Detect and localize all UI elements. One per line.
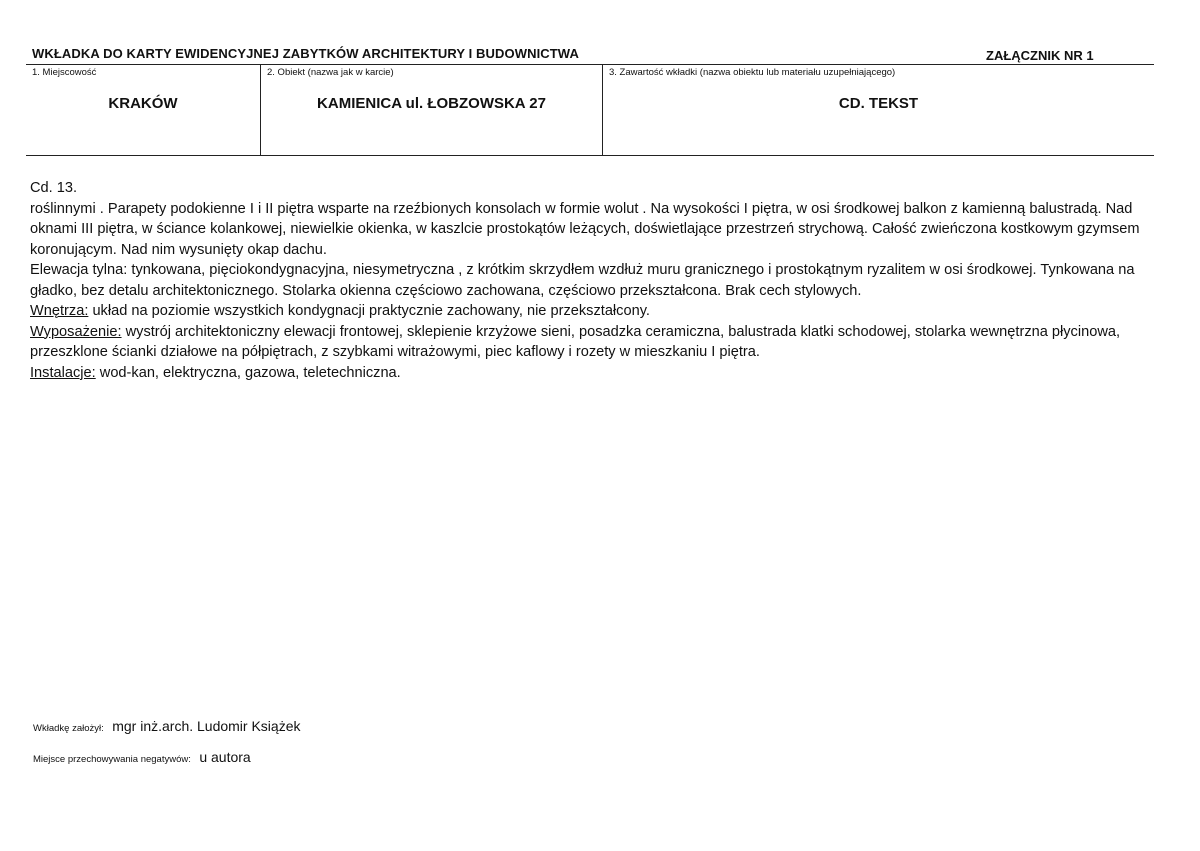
storage-row [33, 749, 251, 767]
header-form-table [26, 64, 1154, 156]
continuation-marker: Cd. 13. [30, 180, 78, 196]
storage-label: Miejsce przechowywania negatywów: [33, 754, 191, 765]
interiors-text: układ na poziomie wszystkich kondygnacji praktycznie zachowany, nie przekształcony. [88, 303, 650, 319]
content-label: 3. Zawartość wkładki (nazwa obiektu lub materiału uzupełniającego) [609, 67, 896, 78]
interiors-label: Wnętrza: [30, 303, 89, 319]
equipment-label: Wyposażenie: [30, 323, 122, 340]
locality-value: KRAKÓW [108, 95, 178, 112]
author-value: mgr inż.arch. Ludomir Książek [112, 718, 301, 734]
author-label: Wkładkę założył: [33, 723, 104, 734]
annex-number: ZAŁĄCZNIK NR 1 [986, 48, 1094, 63]
author-row [33, 718, 301, 736]
object-label: 2. Obiekt (nazwa jak w karcie) [267, 67, 394, 78]
equipment-paragraph [30, 322, 1152, 363]
installations-paragraph [30, 363, 1152, 384]
content-value: CD. TEKST [838, 95, 919, 112]
interiors-paragraph [30, 301, 1152, 322]
document-title: WKŁADKA DO KARTY EWIDENCYJNEJ ZABYTKÓW ARCHITEKTURY I BUDOWNICTWA [32, 46, 579, 61]
equipment-text: wystrój architektoniczny elewacji frontowej, sklepienie krzyżowe sieni, posadzka ceramiczna, balustrada klatki schodowej, stolarka wewnętrzna płycinowa, przeszklone ścianki działowe na półpiętrach, z szybkami witrażowymi, piec kaflowy i rozety w mieszkaniu I piętra. [30, 323, 1121, 360]
object-cell [260, 65, 602, 155]
installations-text: wod-kan, elektryczna, gazowa, teletechniczna. [95, 364, 401, 381]
installations-label: Instalacje: [30, 364, 96, 381]
facade-paragraph: roślinnymi . Parapety podokienne I i II piętra wsparte na rzeźbionych konsolach w formie wolut . Na wysokości I piętra, w osi środkowej balkon z kamienną balustradą. Nad oknami III piętra, w ściance kolankowej, niewielkie okienka, w kaszlcie prostokątów leżących, doświetlające przestrzeń strychową. Całość zwieńczona kostkowym gzymsem koronującym. Nad nim wysunięty okap dachu. [30, 200, 1140, 258]
locality-label: 1. Miejscowość [32, 67, 97, 78]
object-value: KAMIENICA ul. ŁOBZOWSKA 27 [317, 95, 546, 112]
locality-cell [26, 65, 260, 155]
storage-value: u autora [199, 749, 251, 765]
content-cell [602, 65, 1154, 155]
rear-elevation-paragraph: Elewacja tylna: tynkowana, pięciokondygnacyjna, niesymetryczna , z krótkim skrzydłem wzdłuż muru granicznego i prostokątnym ryzalitem w osi środkowej. Tynkowana na gładko, bez detalu architektonicznego. Stolarka okienna częściowo zachowana, częściowo przekształcona. Brak cech stylowych. [30, 262, 1135, 299]
body-text [30, 178, 1152, 383]
